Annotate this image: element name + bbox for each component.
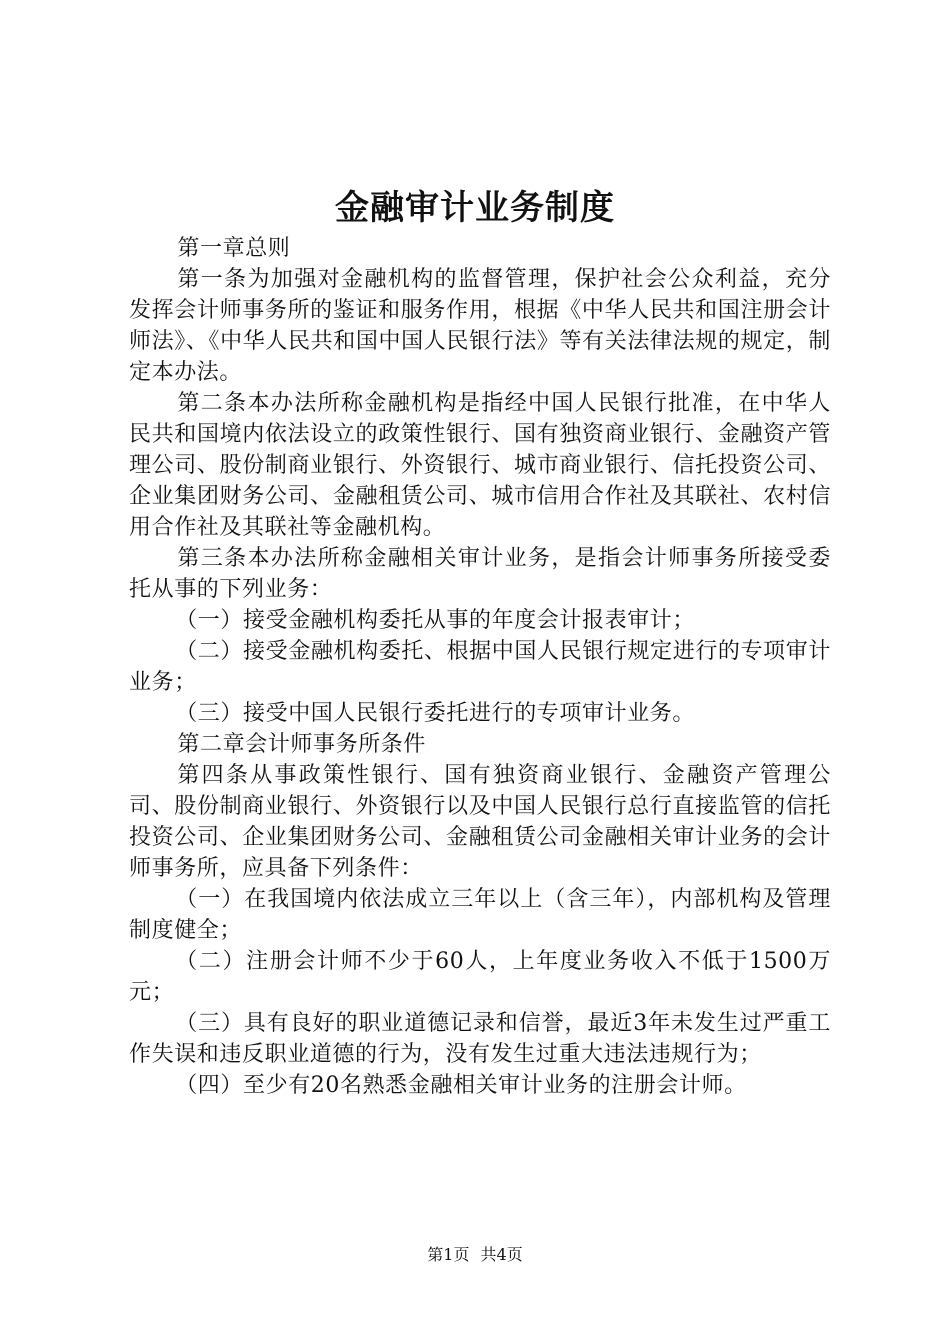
- document-title: 金融审计业务制度: [335, 188, 615, 228]
- list-item: （一）接受金融机构委托从事的年度会计报表审计；: [175, 608, 695, 633]
- list-item: （一）在我国境内依法成立三年以上（含三年），内部机构及管理制度健全；: [129, 887, 831, 943]
- list-item: （二）接受金融机构委托、根据中国人民银行规定进行的专项审计业务；: [129, 639, 831, 695]
- list-item: （三）接受中国人民银行委托进行的专项审计业务。: [175, 701, 695, 726]
- article-paragraph: 第三条本办法所称金融相关审计业务，是指会计师事务所接受委托从事的下列业务：: [129, 546, 831, 602]
- page-footer: [0, 1243, 950, 1267]
- list-item: （四）至少有20名熟悉金融相关审计业务的注册会计师。: [175, 1073, 747, 1098]
- list-item: （二）注册会计师不少于60人，上年度业务收入不低于1500万元；: [129, 949, 831, 1005]
- article-paragraph: 第一条为加强对金融机构的监督管理，保护社会公众利益，充分发挥会计师事务所的鉴证和服务作用，根据《中华人民共和国注册会计师法》、《中华人民共和国中国人民银行法》等有关法律法规的规定，制定本办法。: [129, 267, 831, 385]
- list-item: （三）具有良好的职业道德记录和信誉，最近3年未发生过严重工作失误和违反职业道德的行为，没有发生过重大违法违规行为；: [129, 1011, 831, 1067]
- chapter-heading: 第一章总则: [177, 236, 291, 261]
- article-paragraph: 第四条从事政策性银行、国有独资商业银行、金融资产管理公司、股份制商业银行、外资银行以及中国人民银行总行直接监管的信托投资公司、企业集团财务公司、金融租赁公司金融相关审计业务的会计师事务所，应具备下列条件：: [129, 763, 831, 881]
- chapter-heading: 第二章会计师事务所条件: [177, 732, 426, 757]
- page-number: 第1页: [427, 1245, 470, 1264]
- document-body: [129, 233, 831, 1101]
- article-paragraph: 第二条本办法所称金融机构是指经中国人民银行批准，在中华人民共和国境内依法设立的政策性银行、国有独资商业银行、金融资产管理公司、股份制商业银行、外资银行、城市商业银行、信托投资公司、企业集团财务公司、金融租赁公司、城市信用合作社及其联社、农村信用合作社及其联社等金融机构。: [129, 391, 831, 540]
- page-total: 共4页: [480, 1245, 523, 1264]
